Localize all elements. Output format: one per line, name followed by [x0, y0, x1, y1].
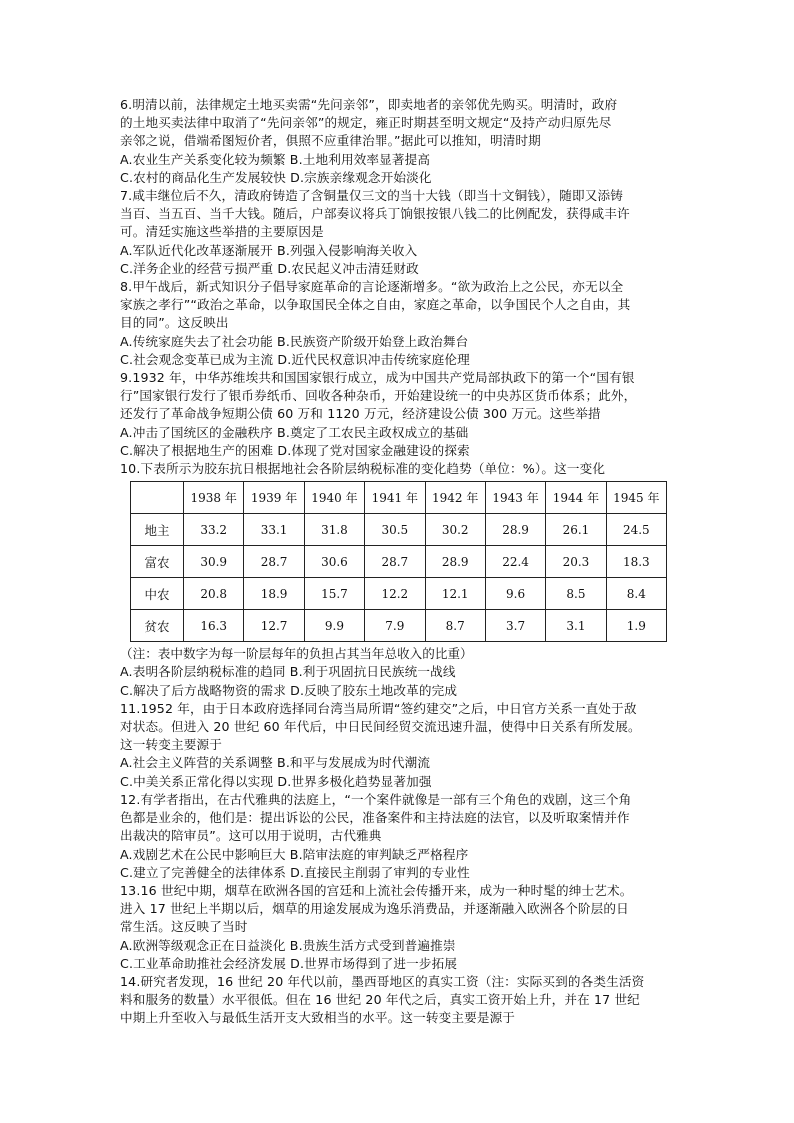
table-row — [131, 610, 667, 642]
question-text: 家族之孝行”“政治之革命，以争取国民全体之自由，家庭之革命，以争国民个人之自由，其 — [120, 297, 631, 313]
table-corner-cell — [131, 482, 184, 514]
question-text: 行”国家银行发行了银币券纸币、回收各种杂币，开始建设统一的中央苏区货币体系；此外， — [120, 388, 637, 404]
table-cell: 24.5 — [606, 514, 666, 546]
question-10 — [120, 460, 680, 700]
answer-options: A.戏剧艺术在公民中影响巨大 B.陪审法庭的审判缺乏严格程序 — [120, 846, 469, 862]
year-header: 1939 年 — [244, 482, 304, 514]
table-cell: 12.1 — [425, 578, 485, 610]
table-cell: 28.7 — [244, 546, 304, 578]
table-cell: 30.2 — [425, 514, 485, 546]
question-12 — [120, 791, 680, 882]
question-text: 对状态。但进入 20 世纪 60 年代后，中日民间经贸交流迅速升温，使得中日关系有所发展。 — [120, 719, 641, 735]
table-cell: 30.9 — [184, 546, 244, 578]
table-cell: 33.2 — [184, 514, 244, 546]
table-cell: 18.3 — [606, 546, 666, 578]
row-label: 中农 — [131, 578, 184, 610]
answer-options: A.传统家庭失去了社会功能 B.民族资产阶级开始登上政治舞台 — [120, 333, 469, 349]
table-cell: 31.8 — [304, 514, 364, 546]
table-cell: 20.3 — [546, 546, 606, 578]
table-cell: 12.7 — [244, 610, 304, 642]
answer-options: C.农村的商品化生产发展较快 D.宗族亲缘观念开始淡化 — [120, 169, 432, 185]
question-text: 中期上升至收入与最低生活开支大致相当的水平。这一转变主要是源于 — [120, 1010, 516, 1026]
table-cell: 30.5 — [365, 514, 425, 546]
question-text: 11.1952 年，由于日本政府选择同台湾当局所谓“签约建交”之后，中日官方关系一直处于敌 — [120, 700, 637, 716]
table-cell: 30.6 — [304, 546, 364, 578]
answer-options: A.表明各阶层纳税标准的趋同 B.利于巩固抗日民族统一战线 — [120, 664, 456, 680]
answer-options: A.社会主义阵营的关系调整 B.和平与发展成为时代潮流 — [120, 755, 431, 771]
year-header: 1941 年 — [365, 482, 425, 514]
table-cell: 20.8 — [184, 578, 244, 610]
table-cell: 3.1 — [546, 610, 606, 642]
row-label: 富农 — [131, 546, 184, 578]
question-text: 的土地买卖法律中取消了“先问亲邻”的规定，雍正时期甚至明文规定“及持产动归原先尽 — [120, 115, 612, 131]
question-6 — [120, 96, 680, 187]
answer-options: C.中美关系正常化得以实现 D.世界多极化趋势显著加强 — [120, 773, 432, 789]
question-text: 14.研究者发现，16 世纪 20 年代以前，墨西哥地区的真实工资（注：实际买到的各类生活资 — [120, 973, 645, 989]
answer-options: C.洋务企业的经营亏损严重 D.农民起义冲击清廷财政 — [120, 260, 419, 276]
table-cell: 33.1 — [244, 514, 304, 546]
table-row — [131, 578, 667, 610]
table-cell: 9.9 — [304, 610, 364, 642]
question-text: 可。清廷实施这些举措的主要原因是 — [120, 224, 324, 240]
question-14 — [120, 973, 680, 1028]
table-cell: 8.5 — [546, 578, 606, 610]
question-text: 料和服务的数量）水平很低。但在 16 世纪 20 年代之后，真实工资开始上升，并在 17 世纪 — [120, 992, 640, 1008]
table-cell: 3.7 — [485, 610, 545, 642]
exam-page — [120, 96, 680, 1028]
table-cell: 18.9 — [244, 578, 304, 610]
answer-options: C.建立了完善健全的法律体系 D.直接民主削弱了审判的专业性 — [120, 864, 470, 880]
question-text: 这一转变主要源于 — [120, 737, 222, 753]
question-13 — [120, 882, 680, 973]
table-row — [131, 514, 667, 546]
table-cell: 8.7 — [425, 610, 485, 642]
table-cell: 9.6 — [485, 578, 545, 610]
question-9 — [120, 369, 680, 460]
question-text: 目的同”。这反映出 — [120, 315, 229, 331]
table-cell: 16.3 — [184, 610, 244, 642]
answer-options: A.欧洲等级观念正在日益淡化 B.贵族生活方式受到普遍推崇 — [120, 937, 456, 953]
table-cell: 8.4 — [606, 578, 666, 610]
question-8 — [120, 278, 680, 369]
table-cell: 12.2 — [365, 578, 425, 610]
table-cell: 28.7 — [365, 546, 425, 578]
table-cell: 26.1 — [546, 514, 606, 546]
table-row — [131, 546, 667, 578]
question-text: 12.有学者指出，在古代雅典的法庭上，“一个案件就像是一部有三个角色的戏剧，这三个角 — [120, 791, 632, 807]
table-cell: 28.9 — [485, 514, 545, 546]
table-header-row — [131, 482, 667, 514]
table-cell: 15.7 — [304, 578, 364, 610]
table-cell: 1.9 — [606, 610, 666, 642]
table-cell: 7.9 — [365, 610, 425, 642]
question-text: 常生活。这反映了当时 — [120, 919, 248, 935]
question-11 — [120, 700, 680, 791]
answer-options: A.农业生产关系变化较为频繁 B.土地利用效率显著提高 — [120, 151, 431, 167]
answer-options: C.工业革命助推社会经济发展 D.世界市场得到了进一步拓展 — [120, 955, 458, 971]
year-header: 1944 年 — [546, 482, 606, 514]
table-cell: 22.4 — [485, 546, 545, 578]
question-text: 还发行了革命战争短期公债 60 万和 1120 万元，经济建设公债 300 万元。这些举措 — [120, 406, 601, 422]
answer-options: A.冲击了国统区的金融秩序 B.奠定了工农民主政权成立的基础 — [120, 424, 469, 440]
tax-rate-table — [130, 481, 667, 642]
question-text: 7.咸丰继位后不久，清政府铸造了含铜量仅三文的当十大钱（即当十文铜钱），随即又添铸 — [120, 188, 624, 204]
answer-options: C.社会观念变革已成为主流 D.近代民权意识冲击传统家庭伦理 — [120, 351, 470, 367]
question-text: 8.甲午战后，新式知识分子倡导家庭革命的言论逐渐增多。“欲为政治上之公民，亦无以全 — [120, 279, 624, 295]
question-text: 色都是业余的，他们是：提出诉讼的公民，准备案件和主持法庭的法官，以及听取案情并作 — [120, 810, 630, 826]
question-text: 10.下表所示为胶东抗日根据地社会各阶层纳税标准的变化趋势（单位：%）。这一变化 — [120, 461, 606, 477]
year-header: 1943 年 — [485, 482, 545, 514]
question-text: 9.1932 年，中华苏维埃共和国国家银行成立，成为中国共产党局部执政下的第一个“国有银 — [120, 370, 635, 386]
row-label: 贫农 — [131, 610, 184, 642]
question-text: 13.16 世纪中期，烟草在欧洲各国的宫廷和上流社会传播开来，成为一种时髦的绅士艺术。 — [120, 882, 633, 898]
table-cell: 28.9 — [425, 546, 485, 578]
question-text: 进入 17 世纪上半期以后，烟草的用途发展成为逸乐消费品，并逐渐融入欧洲各个阶层的日 — [120, 901, 629, 917]
year-header: 1942 年 — [425, 482, 485, 514]
question-text: 6.明清以前，法律规定土地买卖需“先问亲邻”，即卖地者的亲邻优先购买。明清时，政府 — [120, 97, 618, 112]
table-note: （注：表中数字为每一阶层每年的负担占其当年总收入的比重） — [120, 646, 473, 662]
question-7 — [120, 187, 680, 278]
answer-options: C.解决了后方战略物资的需求 D.反映了胶东土地改革的完成 — [120, 682, 458, 698]
answer-options: A.军队近代化改革逐渐展开 B.列强入侵影响海关收入 — [120, 242, 418, 258]
year-header: 1945 年 — [606, 482, 666, 514]
year-header: 1940 年 — [304, 482, 364, 514]
answer-options: C.解决了根据地生产的困难 D.体现了党对国家金融建设的探索 — [120, 442, 470, 458]
question-text: 当百、当五百、当千大钱。随后，户部奏议将兵丁饷银按银八钱二的比例配发，获得咸丰许 — [120, 206, 630, 222]
question-text: 亲邻之说，借端希图短价者，俱照不应重律治罪。”据此可以推知，明清时期 — [120, 133, 541, 149]
row-label: 地主 — [131, 514, 184, 546]
year-header: 1938 年 — [184, 482, 244, 514]
question-text: 出裁决的陪审员”。这可以用于说明，古代雅典 — [120, 828, 382, 844]
